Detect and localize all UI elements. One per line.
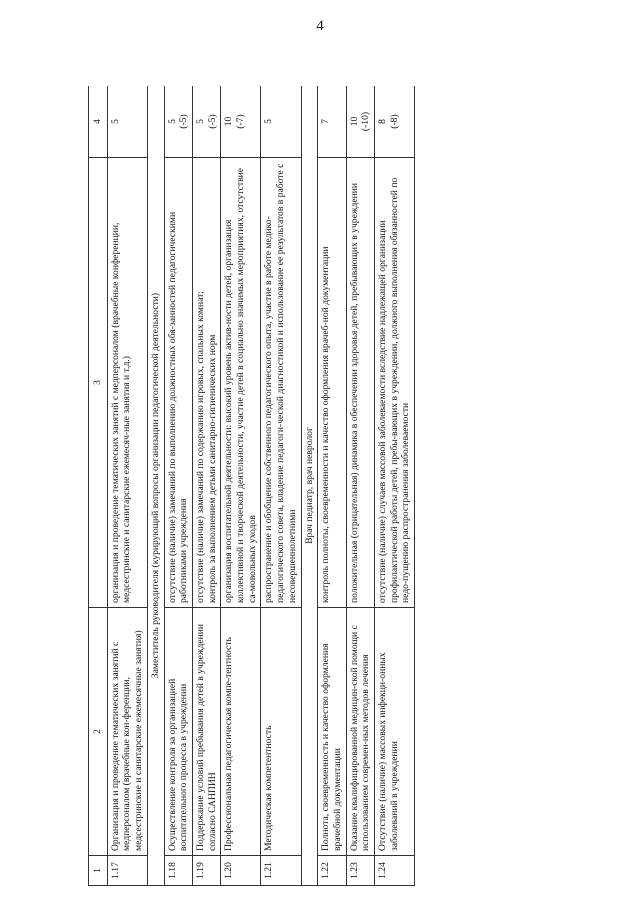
table-row <box>261 86 301 886</box>
score-cell: 10 (-7) <box>221 86 261 158</box>
rotated-table-container <box>88 86 618 886</box>
table-body <box>107 86 414 886</box>
table-row <box>164 86 192 886</box>
score-cell: 5 (-5) <box>192 86 220 158</box>
indicator-cell: отсутствие (наличие) замечаний по содержанию игровых, спальных комнат; контроль за выполнением детьми санитарно-гигиенических норм <box>192 158 220 608</box>
item-number: 1.17 <box>107 856 147 886</box>
score-cell: 10 (-10) <box>346 86 374 158</box>
section-title: Врач педиатр, врач невролог <box>301 86 318 886</box>
indicator-cell: положительная (отрицательная) динамика в обеспечении здоровья детей, пребывающих в учреждении <box>346 158 374 608</box>
criterion-cell: Методическая компетентность <box>261 608 301 856</box>
criterion-cell: Осуществление контроля за организацией воспитательного процесса в учреждении <box>164 608 192 856</box>
header-col-4: 4 <box>89 86 108 158</box>
indicator-cell: распространение и обобщение собственного педагогического опыта, участие в работе медико-педагогического совета, владение педагоги-ческой диагностикой и использование ее результатов в работе с несовершеннолетними <box>261 158 301 608</box>
rotated-table-frame <box>88 86 618 886</box>
indicator-cell: контроль полноты, своевременности и качество оформления врачеб-ной документации <box>318 158 346 608</box>
indicator-cell: отсутствие (наличие) случаев массовой заболеваемости вследствие надлежащей организации профилактической работы детей, пребы-вающих в учреждении, должного выполнения обязанностей по недо-пущению распространения заболеваемости <box>375 158 415 608</box>
item-number: 1.23 <box>346 856 374 886</box>
section-row <box>301 86 318 886</box>
criterion-cell: Организация и проведение тематических занятий с медперсоналом (врачебные кон-ференции, медсестринские и санитарские ежемесячные занятия) <box>107 608 147 856</box>
item-number: 1.24 <box>375 856 415 886</box>
criterion-cell: Отсутствие (наличие) массовых инфекци-онных заболеваний в учреждении <box>375 608 415 856</box>
header-col-2: 2 <box>89 608 108 856</box>
indicator-cell: организация и проведение тематических занятий с медперсоналом (врачебные конференции, медсестринские и санитарские ежемесяч-ные занятия и т.д.) <box>107 158 147 608</box>
header-col-3: 3 <box>89 158 108 608</box>
item-number: 1.18 <box>164 856 192 886</box>
table-row <box>346 86 374 886</box>
score-cell: 5 (-5) <box>164 86 192 158</box>
section-row <box>147 86 164 886</box>
criterion-cell: Профессиональная педагогическая компе-тентность <box>221 608 261 856</box>
header-col-1: 1 <box>89 856 108 886</box>
table-row <box>192 86 220 886</box>
page-number: 4 <box>316 18 324 34</box>
table-row <box>107 86 147 886</box>
item-number: 1.19 <box>192 856 220 886</box>
table-row <box>318 86 346 886</box>
criterion-cell: Оказание квалифицированной медицин-ской помощи с использованием современ-ных методов лечения <box>346 608 374 856</box>
indicator-cell: отсутствие (наличие) замечаний по выполнению должностных обя-занностей педагогическими работниками учреждения <box>164 158 192 608</box>
table-header-row <box>89 86 108 886</box>
table-row <box>375 86 415 886</box>
criteria-table <box>88 86 415 886</box>
criterion-cell: Поддержание условий пребывания детей в учреждении согласно САНПИН <box>192 608 220 856</box>
criterion-cell: Полнота, своевременность и качество оформления врачебной документации <box>318 608 346 856</box>
section-title: Заместитель руководителя (курирующий вопросы организации педагогической деятельности) <box>147 86 164 886</box>
score-cell: 7 <box>318 86 346 158</box>
score-cell: 8 (-8) <box>375 86 415 158</box>
score-cell: 5 <box>261 86 301 158</box>
table-row <box>221 86 261 886</box>
item-number: 1.20 <box>221 856 261 886</box>
score-cell: 5 <box>107 86 147 158</box>
indicator-cell: организация воспитательной деятельности: высокий уровень актив-ности детей, организация коллективной и творческой деятельности, участие детей в социально значимых мероприятиях, отсутствие са-мовольных уходов <box>221 158 261 608</box>
item-number: 1.21 <box>261 856 301 886</box>
item-number: 1.22 <box>318 856 346 886</box>
